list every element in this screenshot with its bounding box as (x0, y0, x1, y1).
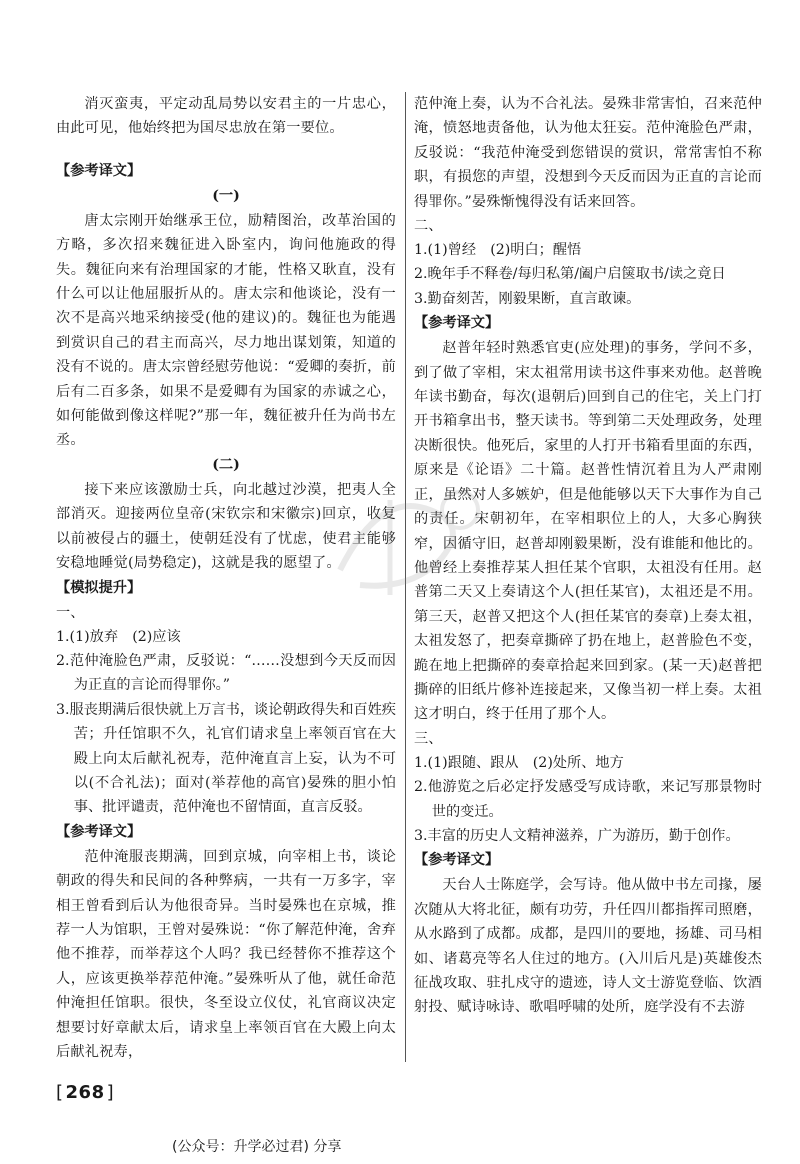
part-one-text: 唐太宗刚开始继承王位，励精图治，改革治国的方略，多次招来魏征进入卧室内，询问他施政的得失。魏征向来有治理国家的才能，性格又耿直，没有什么可以让他屈服折从的。唐太宗和他谈论，没有一次不是高兴地采纳接受(他的建议)的。魏征也为能遇到赏识自己的君主而高兴，尽力地出谋划策，知道的没有不说的。唐太宗曾经慰劳他说：“爱卿的奏折，前后有二百多条，如果不是爱卿有为国家的赤诚之心，如何能做到像这样呢?”那一年，魏征被升任为尚书左丞。 (56, 212, 396, 449)
part-two-title: (二) (212, 456, 240, 473)
answer-item: 3.勤奋刻苦，刚毅果断，直言敢谏。 (414, 290, 641, 307)
reference-text-2: 范仲淹服丧期满，回到京城，向宰相上书，谈论朝政的得失和民间的各种弊病，一共有一万多字，宰相王曾看到后认为他很奇异。当时晏殊也在京城，推荐一人为馆职，王曾对晏殊说：“你了解范仲淹，舍弃他不推荐，而举荐这个人吗？我已经替你不推荐这个人，应该更换举荐范仲淹。”晏殊听从了他，就任命范仲淹担任馆职。很快，冬至设立仪仗，礼官商议决定想要讨好章献太后，请求皇上率领百官在大殿上向太后献礼祝寿， (56, 848, 396, 1060)
answer-item: 1.(1)曾经 (2)明白；醒悟 (414, 242, 582, 259)
answer-item: 1.(1)跟随、跟从 (2)处所、地方 (414, 754, 624, 771)
footer-credit: (公众号：升学必过君) 分享 (172, 1139, 342, 1155)
page-number: [ 268 ] (56, 1082, 114, 1103)
answer-item: 2.晚年手不释卷/每归私第/阖户启箧取书/读之竟日 (414, 266, 726, 283)
part-two-text: 接下来应该激励士兵，向北越过沙漠，把夷人全部消灭。迎接两位皇帝(宋钦宗和宋徽宗)回京，收复以前被侵占的疆土，使朝廷没有了忧虑，使君主能够安稳地睡觉(局势稳定)，这就是我的愿望了。 (56, 481, 396, 572)
answer-item: 3.丰富的历史人文精神滋养，广为游历，勤于创作。 (414, 827, 740, 844)
reference-text-4: 天台人士陈庭学，会写诗。他从做中书左司掾，屡次随从大将北征，颇有功劳，升任四川都指挥司照磨，从水路到了成都。成都，是四川的要地，扬雄、司马相如、诸葛亮等名人住过的地方。(入川后凡是)英雄俊杰征战攻取、驻扎戍守的遗迹，诗人文士游览登临、饮酒射投、赋诗咏诗、歌唱呼啸的处所，庭学没有不去游 (414, 877, 762, 1016)
answer-item: 2.范仲淹脸色严肃，反驳说：“……没想到今天反而因为正直的言论而得罪你。” (56, 652, 396, 694)
watermark-logo (320, 470, 500, 610)
intro-paragraph: 消灭蛮夷，平定动乱局势以安君主的一片忠心，由此可见，他始终把为国尽忠放在第一要位。 (56, 96, 396, 137)
mock-heading: 【模拟提升】 (56, 579, 142, 596)
answer-item: 2.他游览之后必定抒发感受写成诗歌，来记写那景物时世的变迁。 (414, 779, 762, 820)
reference-heading-4: 【参考译文】 (414, 852, 500, 869)
part-one-title: (一) (212, 187, 240, 204)
section-three: 三、 (414, 730, 443, 747)
section-one: 一、 (56, 604, 85, 621)
reference-heading-3: 【参考译文】 (414, 315, 500, 332)
reference-text-3: 赵普年轻时熟悉官吏(应处理)的事务，学问不多，到了做了宰相，宋太祖常用读书这件事来劝他。赵普晚年读书勤奋，每次(退朝后)回到自己的住宅，关上门打开书箱拿出书，整天读书。等到第二天处理政务，处理决断很快。他死后，家里的人打开书箱看里面的东西，原来是《论语》二十篇。赵普性情沉着且为人严肃刚正，虽然对人多嫉妒，但是他能够以天下大事作为自己的责任。宋朝初年，在宰相职位上的人，大多心胸狭窄，因循守旧，赵普却刚毅果断，没有谁能和他比的。他曾经上奏推荐某人担任某个官职，太祖没有任用。赵普第二天又上奏请这个人(担任某官)，太祖还是不用。第三天，赵普又把这个人(担任某官的奏章)上奏太祖，太祖发怒了，把奏章撕碎了扔在地上，赵普脸色不变，跪在地上把撕碎的奏章拾起来回到家。(某一天)赵普把撕碎的旧纸片修补连接起来，又像当初一样上奏。太祖这才明白，终于任用了那个人。 (414, 340, 762, 723)
answer-item: 3.服丧期满后很快就上万言书，谈论朝政得失和百姓疾苦；升任馆职不久，礼官们请求皇上率领百官在大殿上向太后献礼祝寿，范仲淹直言上妄，认为不可以(不合礼法)；面对(举荐他的高官)晏殊的胆小怕事、批评谴责，范仲淹也不留情面，直言反驳。 (56, 701, 396, 816)
reference-heading-2: 【参考译文】 (56, 823, 142, 840)
section-two: 二、 (414, 218, 443, 235)
reference-heading-1: 【参考译文】 (56, 162, 142, 179)
continued-text: 范仲淹上奏，认为不合礼法。晏殊非常害怕，召来范仲淹，愤怒地责备他，认为他太狂妄。范仲淹脸色严肃，反驳说：“我范仲淹受到您错误的赏识，常常害怕不称职，有损您的声望，没想到今天反而因为正直的言论而得罪你。”晏殊惭愧得没有话来回答。 (414, 96, 762, 210)
answer-item: 1.(1)放弃 (2)应该 (56, 628, 181, 645)
